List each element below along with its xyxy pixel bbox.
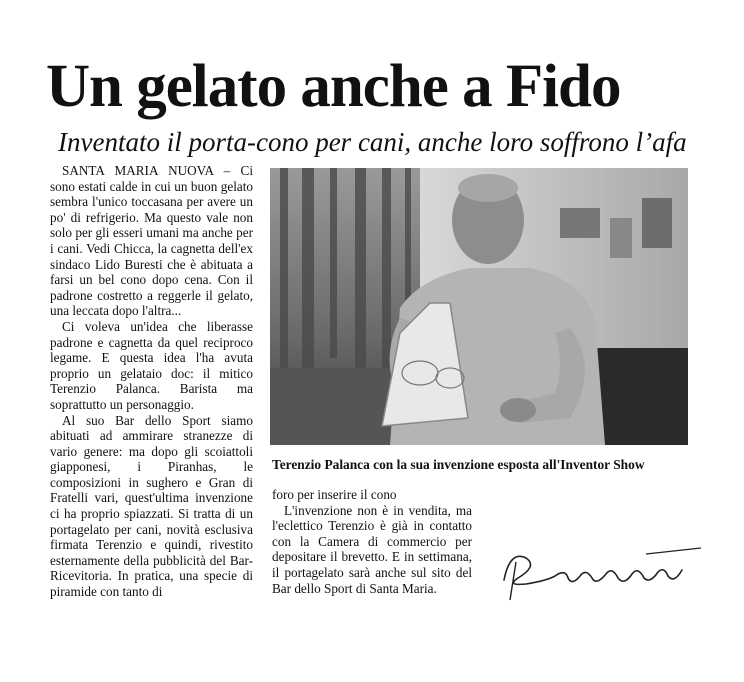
article-column-2 xyxy=(272,487,472,596)
article-photo xyxy=(270,168,688,445)
photo-illustration xyxy=(270,168,688,445)
paragraph-5: L'invenzione non è in vendita, ma l'eclettico Terenzio è già in contatto con la Camera di commercio per depositare il brevetto. E in settimana, il portagelato sarà anche sul sito del Bar dello Sport di Santa Maria. xyxy=(272,502,472,596)
paragraph-3: Al suo Bar dello Sport siamo abituati ad ammirare stranezze di vario genere: ma dopo gli scoiattoli giapponesi, i Piranhas, le composizioni in sughero e Gran di Fratelli vari, quest'ultima invenzione ci ha proprio spiazzati. Si tratta di un portagelato per cani, novità esclusiva firmata Terenzio e quindi, rivestito esternamente della pubblicità del Bar-Ricevitoria. In pratica, una specie di piramide con tanto di xyxy=(50,412,253,600)
article-column-1 xyxy=(50,163,253,600)
subheadline: Inventato il porta-cono per cani, anche loro soffrono l’afa xyxy=(58,127,687,157)
headline: Un gelato anche a Fido xyxy=(46,53,621,120)
handwritten-signature xyxy=(496,540,706,610)
paragraph-2: Ci voleva un'idea che liberasse padrone e cagnetta da quel reciproco legame. E questa idea l'ha avuta proprio un gelataio doc: il mitico Terenzio Palanca. Barista ma soprattutto un personaggio. xyxy=(50,318,253,412)
paragraph-4: foro per inserire il cono xyxy=(272,487,397,502)
photo-caption: Terenzio Palanca con la sua invenzione esposta all'Inventor Show xyxy=(272,457,645,472)
paragraph-1: SANTA MARIA NUOVA – Ci sono estati calde in cui un buon gelato sembra l'unico toccasana per avere un po' di refrigerio. Ma questo vale non solo per gli esseri umani ma anche per i cani. Vedi Chicca, la cagnetta dell'ex sindaco Lido Buresti che è abituata a farsi un bel cono dopo cena. Con il padrone costretto a reggerle il gelato, una leccata dopo l'altra... xyxy=(50,163,253,319)
